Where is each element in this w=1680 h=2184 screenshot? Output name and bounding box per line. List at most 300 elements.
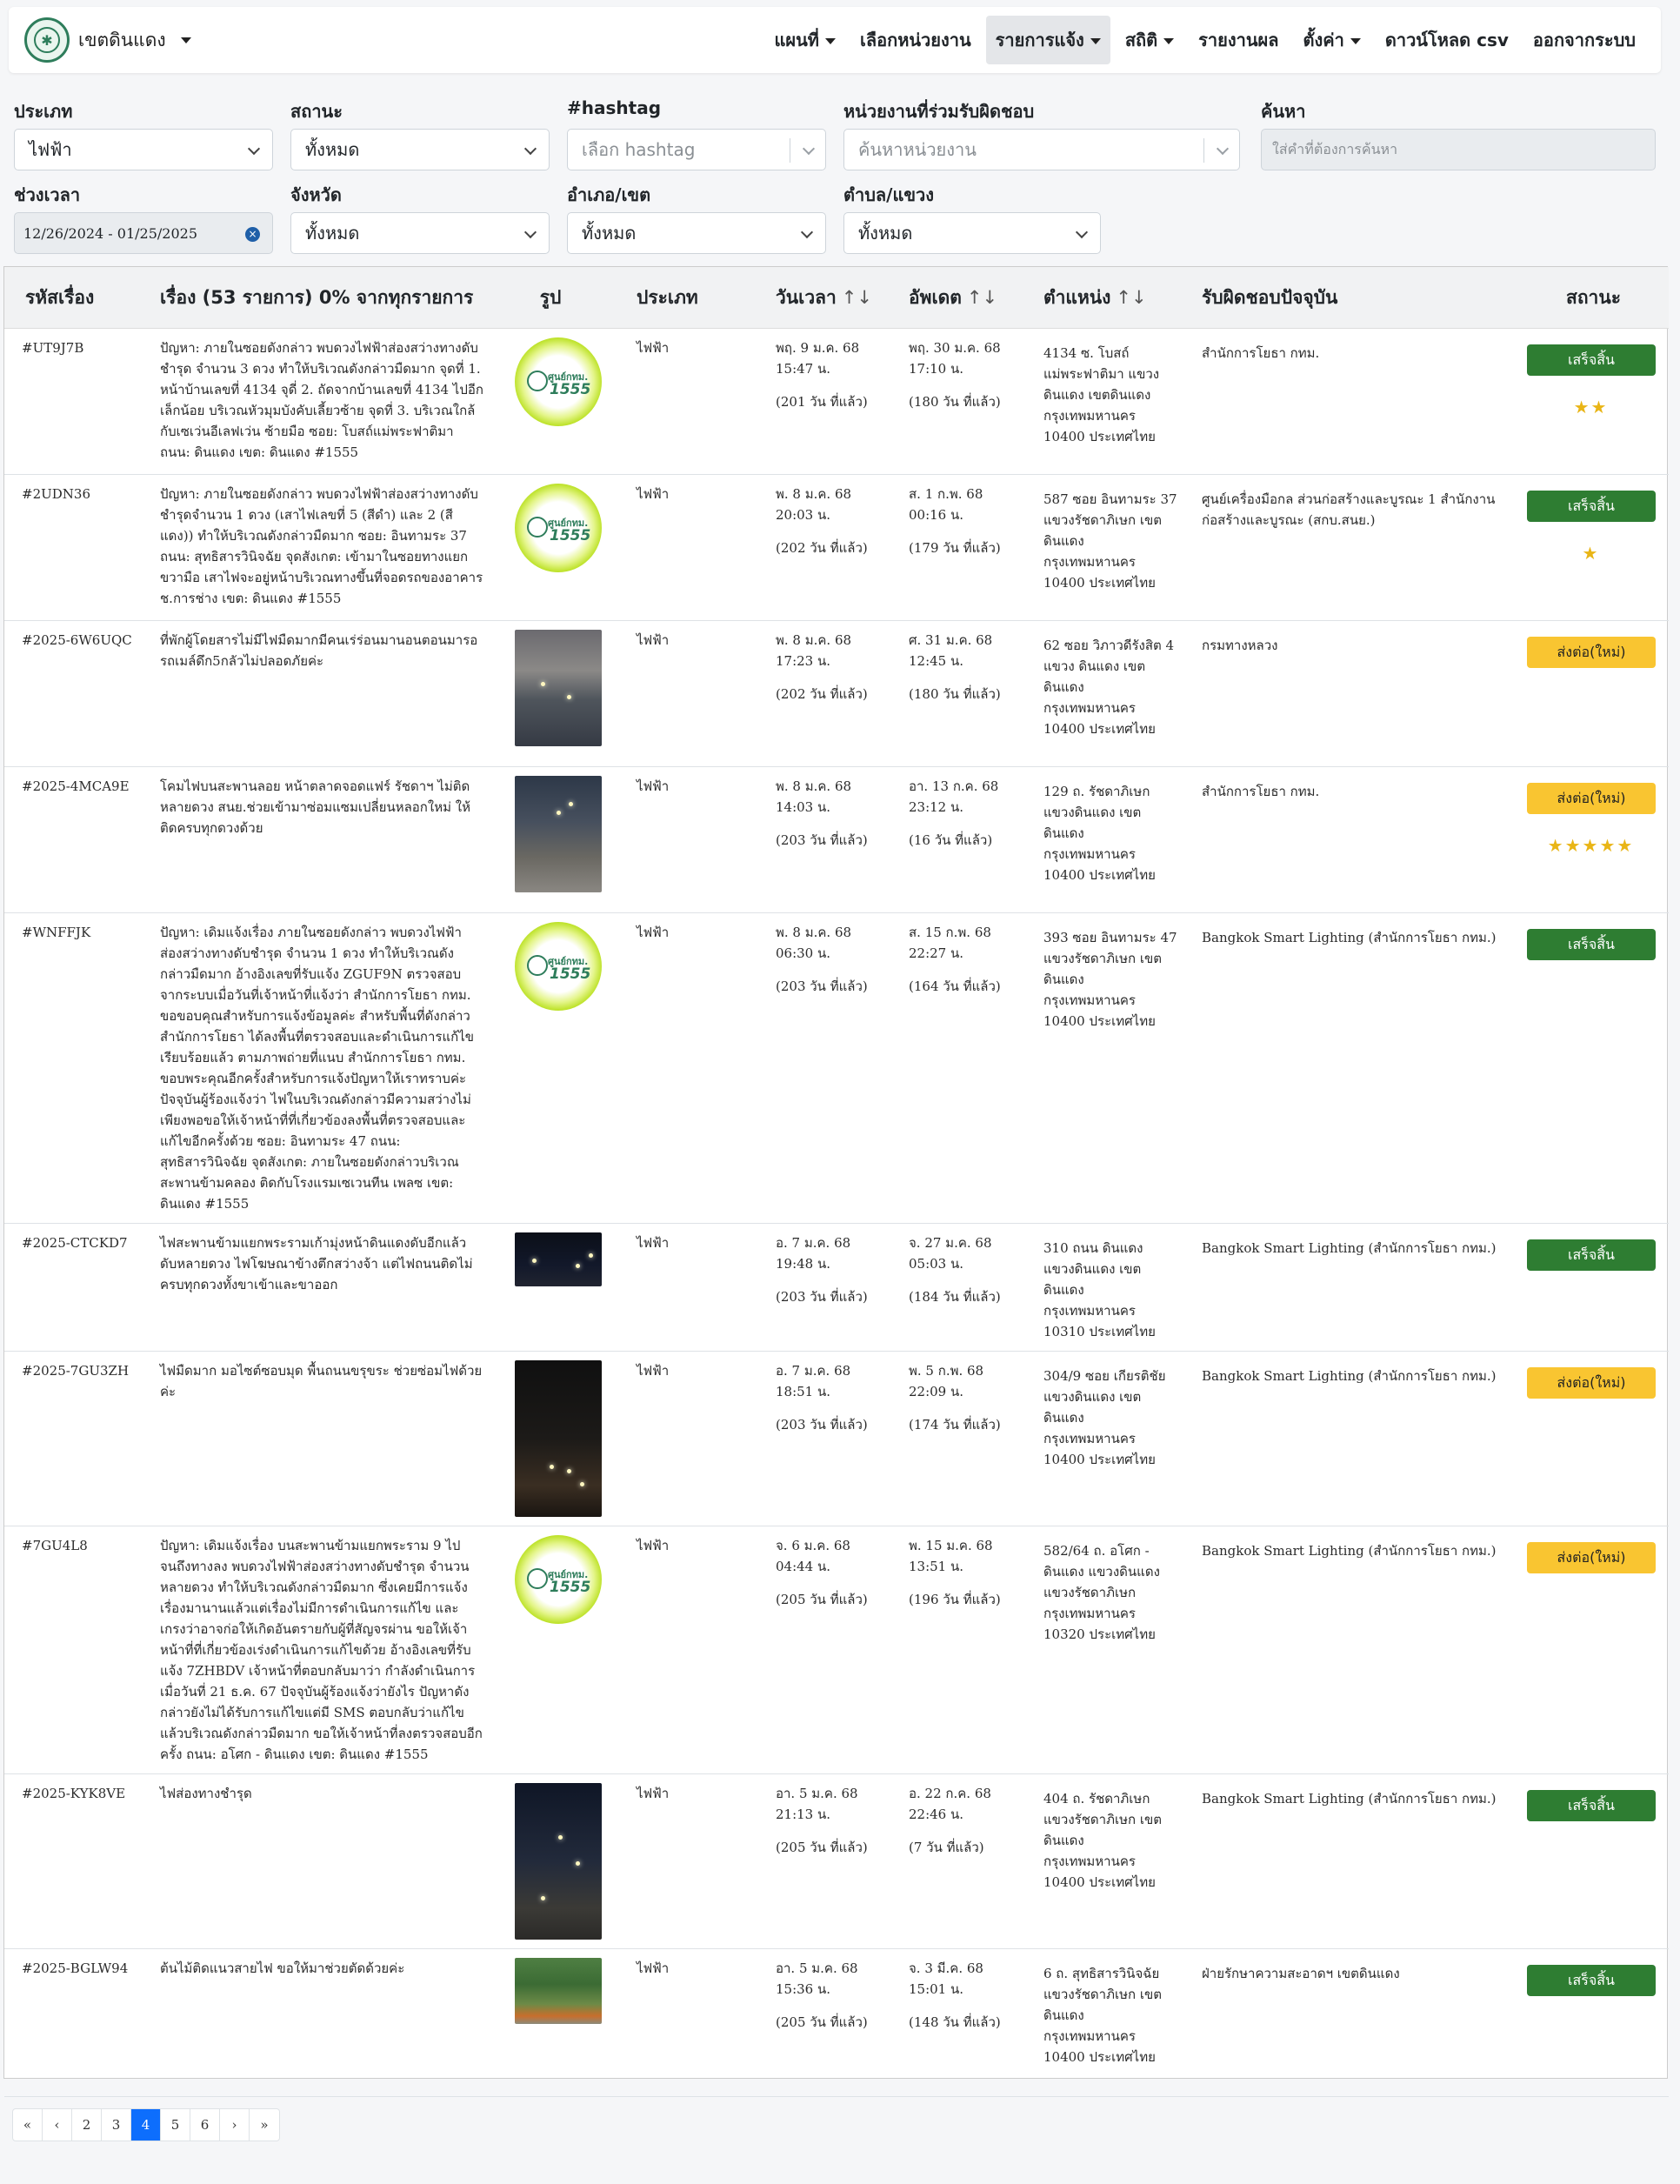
- nav-item-7[interactable]: [1523, 16, 1645, 64]
- page-button[interactable]: ‹: [43, 2109, 72, 2141]
- report-id[interactable]: #2025-KYK8VE: [22, 1785, 126, 1801]
- logo-number: 1555: [550, 1578, 591, 1596]
- hashtag-placeholder: เลือก hashtag: [582, 139, 696, 160]
- report-location: 6 ถ. สุทธิสารวินิจฉัย แขวงรัชดาภิเษก เขตดินแดง กรุงเทพมหานคร 10400 ประเทศไทย: [1043, 1965, 1162, 2065]
- report-type: ไฟฟ้า: [637, 1234, 670, 1251]
- report-id[interactable]: #2025-CTCKD7: [22, 1234, 128, 1251]
- cell-status: [1518, 474, 1669, 620]
- report-updated: พ. 5 ก.พ. 68 22:09 น.: [909, 1362, 984, 1399]
- cell-resp: [1190, 1223, 1518, 1351]
- cell-resp: [1190, 912, 1518, 1223]
- sort-icon[interactable]: ↑↓: [966, 286, 998, 308]
- cell-resp: [1190, 1351, 1518, 1526]
- cell-date: [763, 1351, 897, 1526]
- report-title[interactable]: ไฟส่องทางชำรุด: [160, 1785, 252, 1801]
- report-responsible: สำนักการโยธา กทม.: [1202, 344, 1320, 361]
- cell-resp: [1190, 474, 1518, 620]
- report-date: อ. 7 ม.ค. 68 18:51 น.: [776, 1362, 851, 1399]
- report-date: พ. 8 ม.ค. 68 14:03 น.: [776, 778, 852, 815]
- cell-pic: [496, 1526, 605, 1773]
- cell-location: [1031, 620, 1190, 766]
- page-button[interactable]: 3: [102, 2109, 131, 2141]
- cell-date: [763, 912, 897, 1223]
- chevron-down-icon: [1076, 226, 1088, 238]
- status-select[interactable]: [290, 129, 550, 170]
- report-title[interactable]: ปัญหา: ภายในซอยดังกล่าว พบดวงไฟฟ้าส่องสว่างทางดับชำรุด จำนวน 3 ดวง ทำให้บริเวณดังกล่าวมืดมาก จุดที่ 1. หน้าบ้านเลขที่ 4134 จุดี่ 2. ถัดจากบ้านเลขที่ 4134 ไปอีกเล็กน้อย บริเวณหัวมุมบังคับเลี้ยวซ้าย จุดที่ 3. บริเวณใกล้กับเซเว่นอีเลฟเว่น ซ้ายมือ ซอย: โบสถ์แม่พระฟาติมา ถนน: ดินแดง เขต: ดินแดง #1555: [160, 339, 483, 460]
- cell-resp: [1190, 1948, 1518, 2096]
- col-header-date-label: วันเวลา: [776, 286, 837, 308]
- status-badge[interactable]: เสร็จสิ้น: [1527, 1790, 1656, 1821]
- table-row[interactable]: [4, 1351, 1669, 1526]
- cell-pic: [496, 474, 605, 620]
- col-header-id[interactable]: รหัสเรื่อง: [4, 267, 148, 328]
- col-header-type: ประเภท: [605, 267, 763, 328]
- report-title[interactable]: ไฟมืดมาก มอไซต์ซอบมุด พื้นถนนขรุขระ ช่วยซ่อมไฟด้วยค่ะ: [160, 1362, 483, 1399]
- nav-item-5[interactable]: [1293, 16, 1370, 64]
- cell-location: [1031, 766, 1190, 912]
- cell-updated: [897, 1526, 1031, 1773]
- report-updated-ago: (7 วัน ที่แล้ว): [909, 1839, 984, 1855]
- report-title[interactable]: โคมไฟบนสะพานลอย หน้าตลาดจอดแฟร์ รัชดาฯ ไม่ติดหลายดวง สนย.ช่วยเข้ามาซ่อมแซมเปลี่ยนหลอกใหม่ ให้ติดครบทุกดวงด้วย: [160, 778, 470, 836]
- rating-stars-icon: ★★: [1573, 396, 1609, 417]
- cell-type: [605, 1526, 763, 1773]
- subdistrict-select-value: ทั้งหมด: [858, 223, 913, 244]
- cell-updated: [897, 1948, 1031, 2096]
- col-header-updated-label: อัพเดต: [909, 286, 962, 308]
- cell-pic: [496, 620, 605, 766]
- cell-date: [763, 474, 897, 620]
- table-row[interactable]: [4, 328, 1669, 474]
- nav-item-label: ตั้งค่า: [1303, 30, 1344, 50]
- cell-title: [148, 766, 496, 912]
- report-responsible: Bangkok Smart Lighting (สำนักการโยธา กทม.): [1202, 1239, 1497, 1256]
- report-title[interactable]: ไฟสะพานข้ามแยกพระรามเก้ามุ่งหน้าดินแดงดับอีกแล้ว ดับหลายดวง ไฟโฆษณาข้างตึกสว่างจ้า แต่ไฟถนนติดไม่ครบทุกดวงทั้งขาเข้าและขาออก: [160, 1234, 473, 1292]
- type-filter-label: ประเภท: [14, 101, 73, 122]
- top-navbar: [9, 7, 1661, 73]
- cell-date: [763, 328, 897, 474]
- report-date-ago: (202 วัน ที่แล้ว): [776, 539, 868, 556]
- cell-id: [4, 1773, 148, 1948]
- cell-type: [605, 474, 763, 620]
- report-updated: ส. 1 ก.พ. 68 00:16 น.: [909, 485, 983, 523]
- report-date: พ. 8 ม.ค. 68 20:03 น.: [776, 485, 852, 523]
- report-date-ago: (205 วัน ที่แล้ว): [776, 1839, 868, 1855]
- table-row[interactable]: [4, 1526, 1669, 1773]
- report-location: 62 ซอย วิภาวดีรังสิต 4 แขวง ดินแดง เขตดินแดง กรุงเทพมหานคร 10400 ประเทศไทย: [1043, 637, 1175, 737]
- cell-id: [4, 1948, 148, 2096]
- table-row[interactable]: [4, 620, 1669, 766]
- chevron-down-icon: [803, 143, 815, 155]
- cell-status: [1518, 620, 1669, 766]
- district-filter-label: อำเภอ/เขต: [567, 184, 651, 205]
- cell-resp: [1190, 766, 1518, 912]
- chevron-down-icon: [825, 38, 836, 44]
- report-responsible: สำนักการโยธา กทม.: [1202, 783, 1320, 799]
- nav-item-3[interactable]: [1116, 16, 1183, 64]
- table-row[interactable]: [4, 1948, 1669, 2096]
- province-select[interactable]: [290, 212, 550, 254]
- cell-date: [763, 766, 897, 912]
- cell-title: [148, 1351, 496, 1526]
- page-button[interactable]: 5: [161, 2109, 190, 2141]
- agency-filter-label: หน่วยงานที่ร่วมรับผิดชอบ: [843, 101, 1035, 122]
- page-button[interactable]: »: [260, 2117, 269, 2133]
- chevron-down-icon: [1163, 38, 1174, 44]
- nav-item-label: ออกจากระบบ: [1532, 30, 1636, 50]
- district-select[interactable]: [567, 212, 826, 254]
- cell-title: [148, 1948, 496, 2096]
- status-badge[interactable]: ส่งต่อ(ใหม่): [1527, 1367, 1656, 1399]
- report-id[interactable]: #WNFFJK: [22, 924, 91, 940]
- report-id[interactable]: #2UDN36: [22, 485, 90, 502]
- brand-dropdown[interactable]: [24, 17, 191, 63]
- cell-id: [4, 328, 148, 474]
- cell-title: [148, 474, 496, 620]
- report-updated-ago: (180 วัน ที่แล้ว): [909, 393, 1001, 410]
- report-date-ago: (205 วัน ที่แล้ว): [776, 2014, 868, 2030]
- report-responsible: Bangkok Smart Lighting (สำนักการโยธา กทม.): [1202, 1367, 1497, 1384]
- chevron-down-icon: [524, 143, 537, 155]
- cell-type: [605, 912, 763, 1223]
- cell-title: [148, 1773, 496, 1948]
- report-title[interactable]: ต้นไม้ติดแนวสายไฟ ขอให้มาช่วยตัดด้วยค่ะ: [160, 1960, 405, 1976]
- report-title[interactable]: ที่พักผู้โดยสารไม่มีไฟมืดมากมีคนเร่ร่อนมานอนตอนมารอรถเมล์ดึก5กลัวไม่ปลอดภัยค่ะ: [160, 631, 478, 669]
- hashtag-filter-label: #hashtag: [567, 97, 662, 118]
- report-date-ago: (201 วัน ที่แล้ว): [776, 393, 868, 410]
- report-id[interactable]: #2025-BGLW94: [22, 1960, 129, 1976]
- reports-table: [4, 267, 1669, 2097]
- report-date-ago: (203 วัน ที่แล้ว): [776, 1416, 868, 1433]
- report-date: อ. 7 ม.ค. 68 19:48 น.: [776, 1234, 851, 1272]
- cell-updated: [897, 474, 1031, 620]
- bangkok-seal-logo: ✱: [24, 17, 70, 63]
- logo-number: 1555: [550, 526, 591, 544]
- report-thumbnail-1555-logo[interactable]: [515, 922, 602, 1011]
- brand-label: เขตดินแดง: [78, 29, 166, 50]
- report-id[interactable]: #2025-7GU3ZH: [22, 1362, 130, 1379]
- logo-text: ศูนย์กทม.: [548, 517, 589, 529]
- nav-item-label: รายการแจ้ง: [995, 30, 1084, 50]
- cell-type: [605, 1948, 763, 2096]
- hashtag-select[interactable]: [567, 129, 826, 170]
- cell-location: [1031, 474, 1190, 620]
- nav-item-label: ดาวน์โหลด csv: [1384, 30, 1509, 50]
- report-id[interactable]: #7GU4L8: [22, 1537, 88, 1553]
- cell-pic: [496, 1223, 605, 1351]
- cell-resp: [1190, 1773, 1518, 1948]
- cell-title: [148, 328, 496, 474]
- cell-resp: [1190, 1526, 1518, 1773]
- status-badge[interactable]: เสร็จสิ้น: [1527, 344, 1656, 376]
- logo-text: ศูนย์กทม.: [548, 955, 589, 967]
- cell-updated: [897, 1351, 1031, 1526]
- subdistrict-filter-label: ตำบล/แขวง: [843, 184, 935, 205]
- page-button[interactable]: ›: [220, 2109, 250, 2141]
- report-location: 304/9 ซอย เกียรติชัย แขวงดินแดง เขตดินแดง กรุงเทพมหานคร 10400 ประเทศไทย: [1043, 1367, 1166, 1467]
- reports-table-container: [3, 266, 1668, 2079]
- report-responsible: ศูนย์เครื่องมือกล ส่วนก่อสร้างและบูรณะ 1 สำนักงานก่อสร้างและบูรณะ (สกบ.สนย.): [1202, 491, 1496, 528]
- report-location: 129 ถ. รัชดาภิเษก แขวงดินแดง เขตดินแดง กรุงเทพมหานคร 10400 ประเทศไทย: [1043, 783, 1156, 883]
- table-header-row: [4, 267, 1669, 328]
- col-header-resp: รับผิดชอบปัจจุบัน: [1190, 267, 1518, 328]
- report-type: ไฟฟ้า: [637, 339, 670, 356]
- cell-type: [605, 766, 763, 912]
- chevron-down-icon: [801, 226, 813, 238]
- report-location: 393 ซอย อินทามระ 47 แขวงรัชดาภิเษก เขตดินแดง กรุงเทพมหานคร 10400 ประเทศไทย: [1043, 929, 1177, 1029]
- report-type: ไฟฟ้า: [637, 1785, 670, 1801]
- page-button[interactable]: 6: [190, 2109, 220, 2141]
- search-placeholder: ใส่คำที่ต้องการค้นหา: [1272, 140, 1398, 157]
- report-date: จ. 6 ม.ค. 68 04:44 น.: [776, 1537, 850, 1574]
- status-badge[interactable]: เสร็จสิ้น: [1527, 1239, 1656, 1271]
- cell-id: [4, 1223, 148, 1351]
- chevron-down-icon: [1350, 38, 1361, 44]
- cell-updated: [897, 620, 1031, 766]
- status-badge[interactable]: ส่งต่อ(ใหม่): [1527, 783, 1656, 814]
- report-updated-ago: (196 วัน ที่แล้ว): [909, 1591, 1001, 1607]
- nav-item-label: รายงานผล: [1198, 30, 1279, 50]
- report-type: ไฟฟ้า: [637, 485, 670, 502]
- cell-type: [605, 1773, 763, 1948]
- logo-text: ศูนย์กทม.: [548, 1568, 589, 1580]
- logo-number: 1555: [550, 380, 591, 398]
- report-photo-thumbnail[interactable]: [515, 776, 602, 892]
- report-thumbnail-1555-logo[interactable]: [515, 1535, 602, 1624]
- report-responsible: Bangkok Smart Lighting (สำนักการโยธา กทม.): [1202, 1542, 1497, 1559]
- report-title[interactable]: ปัญหา: เดิมแจ้งเรื่อง บนสะพานข้ามแยกพระราม 9 ไปจนถึงทางลง พบดวงไฟฟ้าส่องสว่างทางดับชำรุด จำนวนหลายดวง ทำให้บริเวณดังกล่าวมืดมาก ซึ่งเคยมีการแจ้งเรื่องมานานแล้วแต่เรื่องไม่มีการดำเนินการแก้ไข และเกรงว่าอาจก่อให้เกิดอันตรายกับผู้ที่สัญจรผ่าน ขอให้เจ้าหน้าที่ที่เกี่ยวข้องเร่งดำเนินการแก้ไขด้วย อ้างอิงเลขที่รับแจ้ง 7ZHBDV เจ้าหน้าที่ตอบกลับมาว่า กำลังดำเนินการเมื่อวันที่ 21 ธ.ค. 67 ปัจจุบันผู้ร้องแจ้งว่ายังไร ปัญหาดังกล่าวยังไม่ได้รับการแก้ไขแต่มี SMS ตอบกลับว่าแก้ไขแล้วบริเวณดังกล่าวมืดมาก ขอให้เจ้าหน้าที่ลงตรวจสอบอีกครั้ง ถนน: อโศก - ดินแดง เขต: ดินแดง #1555: [160, 1537, 483, 1762]
- type-select-value: ไฟฟ้า: [29, 139, 72, 160]
- cell-pic: [496, 766, 605, 912]
- cell-title: [148, 1223, 496, 1351]
- report-id[interactable]: #2025-6W6UQC: [22, 631, 132, 648]
- report-type: ไฟฟ้า: [637, 1362, 670, 1379]
- cell-location: [1031, 1773, 1190, 1948]
- report-location: 582/64 ถ. อโศก - ดินแดง แขวงดินแดง แขวงรัชดาภิเษก กรุงเทพมหานคร 10320 ประเทศไทย: [1043, 1542, 1160, 1642]
- cell-pic: [496, 1948, 605, 2096]
- cell-updated: [897, 328, 1031, 474]
- cell-pic: [496, 1351, 605, 1526]
- report-location: 310 ถนน ดินแดง แขวงดินแดง เขตดินแดง กรุงเทพมหานคร 10310 ประเทศไทย: [1043, 1239, 1156, 1339]
- cell-location: [1031, 912, 1190, 1223]
- cell-status: [1518, 328, 1669, 474]
- rating-stars-icon: ★★★★★: [1547, 834, 1635, 856]
- nav-item-4[interactable]: [1189, 16, 1288, 64]
- col-header-location[interactable]: [1031, 267, 1190, 328]
- report-updated: ส. 15 ก.พ. 68 22:27 น.: [909, 924, 991, 961]
- cell-location: [1031, 1526, 1190, 1773]
- cell-location: [1031, 1948, 1190, 2096]
- clear-date-icon[interactable]: ×: [245, 227, 260, 242]
- cell-type: [605, 620, 763, 766]
- report-responsible: ฝ่ายรักษาความสะอาดฯ เขตดินแดง: [1202, 1965, 1400, 1981]
- cell-pic: [496, 1773, 605, 1948]
- report-date-ago: (202 วัน ที่แล้ว): [776, 685, 868, 702]
- report-updated-ago: (179 วัน ที่แล้ว): [909, 539, 1001, 556]
- report-responsible: Bangkok Smart Lighting (สำนักการโยธา กทม.): [1202, 929, 1497, 945]
- status-badge[interactable]: ส่งต่อ(ใหม่): [1527, 637, 1656, 668]
- chevron-down-icon: [181, 37, 191, 43]
- cell-location: [1031, 1351, 1190, 1526]
- report-updated: ศ. 31 ม.ค. 68 12:45 น.: [909, 631, 993, 669]
- sort-icon[interactable]: ↑↓: [1116, 286, 1147, 308]
- cell-date: [763, 620, 897, 766]
- report-date: พ. 8 ม.ค. 68 17:23 น.: [776, 631, 852, 669]
- report-photo-thumbnail[interactable]: [515, 630, 602, 746]
- page-button[interactable]: 4: [131, 2109, 161, 2141]
- report-location: 4134 ซ. โบสถ์แม่พระฟาติมา แขวงดินแดง เขตดินแดง กรุงเทพมหานคร 10400 ประเทศไทย: [1043, 344, 1160, 444]
- cell-location: [1031, 328, 1190, 474]
- cell-status: [1518, 1351, 1669, 1526]
- report-id[interactable]: #UT9J7B: [22, 339, 84, 356]
- cell-id: [4, 1526, 148, 1773]
- report-thumbnail-1555-logo[interactable]: [515, 484, 602, 572]
- page-button[interactable]: «: [13, 2109, 43, 2141]
- chevron-down-icon: [1217, 143, 1229, 155]
- cell-date: [763, 1223, 897, 1351]
- report-date-ago: (205 วัน ที่แล้ว): [776, 1591, 868, 1607]
- report-responsible: Bangkok Smart Lighting (สำนักการโยธา กทม.): [1202, 1790, 1497, 1807]
- report-updated: พ. 15 ม.ค. 68 13:51 น.: [909, 1537, 993, 1574]
- report-updated-ago: (180 วัน ที่แล้ว): [909, 685, 1001, 702]
- district-select-value: ทั้งหมด: [582, 223, 637, 244]
- cell-title: [148, 1526, 496, 1773]
- logo-text: ศูนย์กทม.: [548, 371, 589, 383]
- nav-item-label: เลือกหน่วยงาน: [859, 30, 971, 50]
- status-badge[interactable]: เสร็จสิ้น: [1527, 929, 1656, 960]
- report-updated: จ. 27 ม.ค. 68 05:03 น.: [909, 1234, 992, 1272]
- col-header-pic: รูป: [496, 267, 605, 328]
- report-date-ago: (203 วัน ที่แล้ว): [776, 978, 868, 994]
- table-row[interactable]: [4, 912, 1669, 1223]
- status-badge[interactable]: ส่งต่อ(ใหม่): [1527, 1542, 1656, 1573]
- report-location: 404 ถ. รัชดาภิเษก แขวงรัชดาภิเษก เขตดินแดง กรุงเทพมหานคร 10400 ประเทศไทย: [1043, 1790, 1162, 1890]
- date-range-input[interactable]: [14, 212, 273, 254]
- cell-updated: [897, 1773, 1031, 1948]
- cell-id: [4, 912, 148, 1223]
- cell-status: [1518, 912, 1669, 1223]
- report-updated: อา. 13 ก.ค. 68 23:12 น.: [909, 778, 999, 815]
- chevron-down-icon: [1090, 38, 1101, 44]
- report-title[interactable]: ปัญหา: ภายในซอยดังกล่าว พบดวงไฟฟ้าส่องสว่างทางดับชำรุดจำนวน 1 ดวง (เสาไฟเลขที่ 5 (สีดำ) และ 2 (สีแดง)) ทำให้บริเวณดังกล่าวมืดมาก ซอย: อินทามระ 37 ถนน: สุทธิสารวินิจฉัย จุดสังเกต: เข้ามาในซอยทางแยกขวามือ เสาไฟจะอยู่หน้าบริเวณทางขึ้นที่จอดรถของอาคาร ช.การช่าง เขต: ดินแดง #1555: [160, 485, 483, 606]
- table-row[interactable]: [4, 766, 1669, 912]
- report-type: ไฟฟ้า: [637, 778, 670, 794]
- report-updated: พฤ. 30 ม.ค. 68 17:10 น.: [909, 339, 1001, 377]
- cell-date: [763, 1948, 897, 2096]
- table-row[interactable]: [4, 1773, 1669, 1948]
- col-header-title: เรื่อง (53 รายการ) 0% จากทุกรายการ: [148, 267, 496, 328]
- status-filter-label: สถานะ: [290, 101, 343, 122]
- report-date-ago: (203 วัน ที่แล้ว): [776, 832, 868, 848]
- cell-status: [1518, 1526, 1669, 1773]
- nav-item-0[interactable]: [765, 16, 845, 64]
- nav-item-label: สถิติ: [1124, 30, 1158, 50]
- date-range-value: 12/26/2024 - 01/25/2025: [23, 224, 198, 242]
- nav-menu: [765, 16, 1645, 64]
- report-id[interactable]: #2025-4MCA9E: [22, 778, 130, 794]
- cell-status: [1518, 1948, 1669, 2096]
- cell-title: [148, 620, 496, 766]
- nav-item-6[interactable]: [1376, 16, 1518, 64]
- report-updated-ago: (174 วัน ที่แล้ว): [909, 1416, 1001, 1433]
- page-button[interactable]: 2: [72, 2109, 102, 2141]
- report-updated: จ. 3 มี.ค. 68 15:01 น.: [909, 1960, 983, 1997]
- report-title[interactable]: ปัญหา: เดิมแจ้งเรื่อง ภายในซอยดังกล่าว พบดวงไฟฟ้าส่องสว่างทางดับชำรุด จำนวน 1 ดวง ทำให้บริเวณดังกล่าวมืดมาก อ้างอิงเลขที่รับแจ้ง ZGUF9N ตรวจสอบจากระบบเมื่อวันที่เจ้าหน้าที่แจ้งว่า สำนักการโยธา กทม. ขอขอบคุณสำหรับการแจ้งข้อมูลค่ะ สำหรับพื้นที่ดังกล่าว สำนักการโยธา ได้ลงพื้นที่ตรวจสอบและดำเนินการแก้ไขเรียบร้อยแล้ว ตามภาพถ่ายที่แนบ สำนักการโยธา กทม. ขอบพระคุณอีกครั้งสำหรับการแจ้งปัญหาให้เราทราบค่ะ ปัจจุบันผู้ร้องแจ้งว่า ไฟในบริเวณดังกล่าวมีความสว่างไม่เพียงพอขอให้เจ้าหน้าที่ที่เกี่ยวข้องลงพื้นที่ตรวจสอบและแก้ไขอีกครั้งด้วย ซอย: อินทามระ 47 ถนน: สุทธิสารวินิจฉัย จุดสังเกต: ภายในซอยดังกล่าวบริเวณสะพานข้ามคลอง ติดกับโรงแรมเซเวนทีน เพลซ เขต: ดินแดง #1555: [160, 924, 475, 1212]
- agency-placeholder: ค้นหาหน่วยงาน: [858, 139, 977, 160]
- search-input[interactable]: [1261, 129, 1656, 170]
- cell-date: [763, 1526, 897, 1773]
- report-date: พฤ. 9 ม.ค. 68 15:47 น.: [776, 339, 860, 377]
- province-filter-label: จังหวัด: [290, 184, 342, 205]
- province-select-value: ทั้งหมด: [305, 223, 360, 244]
- cell-status: [1518, 766, 1669, 912]
- report-date: อา. 5 ม.ค. 68 15:36 น.: [776, 1960, 858, 1997]
- table-row[interactable]: [4, 1223, 1669, 1351]
- nav-item-2[interactable]: [986, 16, 1110, 64]
- report-updated-ago: (164 วัน ที่แล้ว): [909, 978, 1001, 994]
- cell-type: [605, 328, 763, 474]
- cell-id: [4, 766, 148, 912]
- period-filter-label: ช่วงเวลา: [14, 184, 81, 205]
- agency-select[interactable]: [843, 129, 1240, 170]
- report-thumbnail-1555-logo[interactable]: [515, 337, 602, 426]
- report-type: ไฟฟ้า: [637, 631, 670, 648]
- cell-updated: [897, 766, 1031, 912]
- cell-location: [1031, 1223, 1190, 1351]
- status-badge[interactable]: เสร็จสิ้น: [1527, 1965, 1656, 1996]
- report-type: ไฟฟ้า: [637, 1960, 670, 1976]
- report-updated-ago: (184 วัน ที่แล้ว): [909, 1288, 1001, 1305]
- report-date: อา. 5 ม.ค. 68 21:13 น.: [776, 1785, 858, 1822]
- nav-item-1[interactable]: [850, 16, 981, 64]
- cell-updated: [897, 1223, 1031, 1351]
- col-header-date[interactable]: [763, 267, 897, 328]
- cell-resp: [1190, 328, 1518, 474]
- cell-status: [1518, 1773, 1669, 1948]
- subdistrict-select[interactable]: [843, 212, 1101, 254]
- report-photo-thumbnail[interactable]: [515, 1783, 602, 1940]
- table-row[interactable]: [4, 474, 1669, 620]
- cell-date: [763, 1773, 897, 1948]
- report-type: ไฟฟ้า: [637, 1537, 670, 1553]
- cell-status: [1518, 1223, 1669, 1351]
- col-header-location-label: ตำแหน่ง: [1043, 286, 1111, 308]
- chevron-down-icon: [524, 226, 537, 238]
- sort-icon[interactable]: ↑↓: [841, 286, 872, 308]
- logo-number: 1555: [550, 965, 591, 983]
- report-photo-thumbnail[interactable]: [515, 1958, 602, 2024]
- cell-pic: [496, 328, 605, 474]
- status-badge[interactable]: เสร็จสิ้น: [1527, 491, 1656, 522]
- cell-type: [605, 1223, 763, 1351]
- cell-id: [4, 1351, 148, 1526]
- type-select[interactable]: [14, 129, 273, 170]
- report-date: พ. 8 ม.ค. 68 06:30 น.: [776, 924, 852, 961]
- cell-pic: [496, 912, 605, 1223]
- col-header-updated[interactable]: [897, 267, 1031, 328]
- cell-id: [4, 474, 148, 620]
- cell-id: [4, 620, 148, 766]
- report-photo-thumbnail[interactable]: [515, 1360, 602, 1517]
- report-responsible: กรมทางหลวง: [1202, 637, 1278, 653]
- report-photo-thumbnail[interactable]: [515, 1232, 602, 1286]
- rating-stars-icon: ★: [1582, 542, 1600, 564]
- nav-item-label: แผนที่: [774, 30, 819, 50]
- pagination: [12, 2108, 280, 2141]
- cell-type: [605, 1351, 763, 1526]
- chevron-down-icon: [248, 143, 260, 155]
- report-updated-ago: (148 วัน ที่แล้ว): [909, 2014, 1001, 2030]
- report-location: 587 ซอย อินทามระ 37 แขวงรัชดาภิเษก เขตดินแดง กรุงเทพมหานคร 10400 ประเทศไทย: [1043, 491, 1177, 591]
